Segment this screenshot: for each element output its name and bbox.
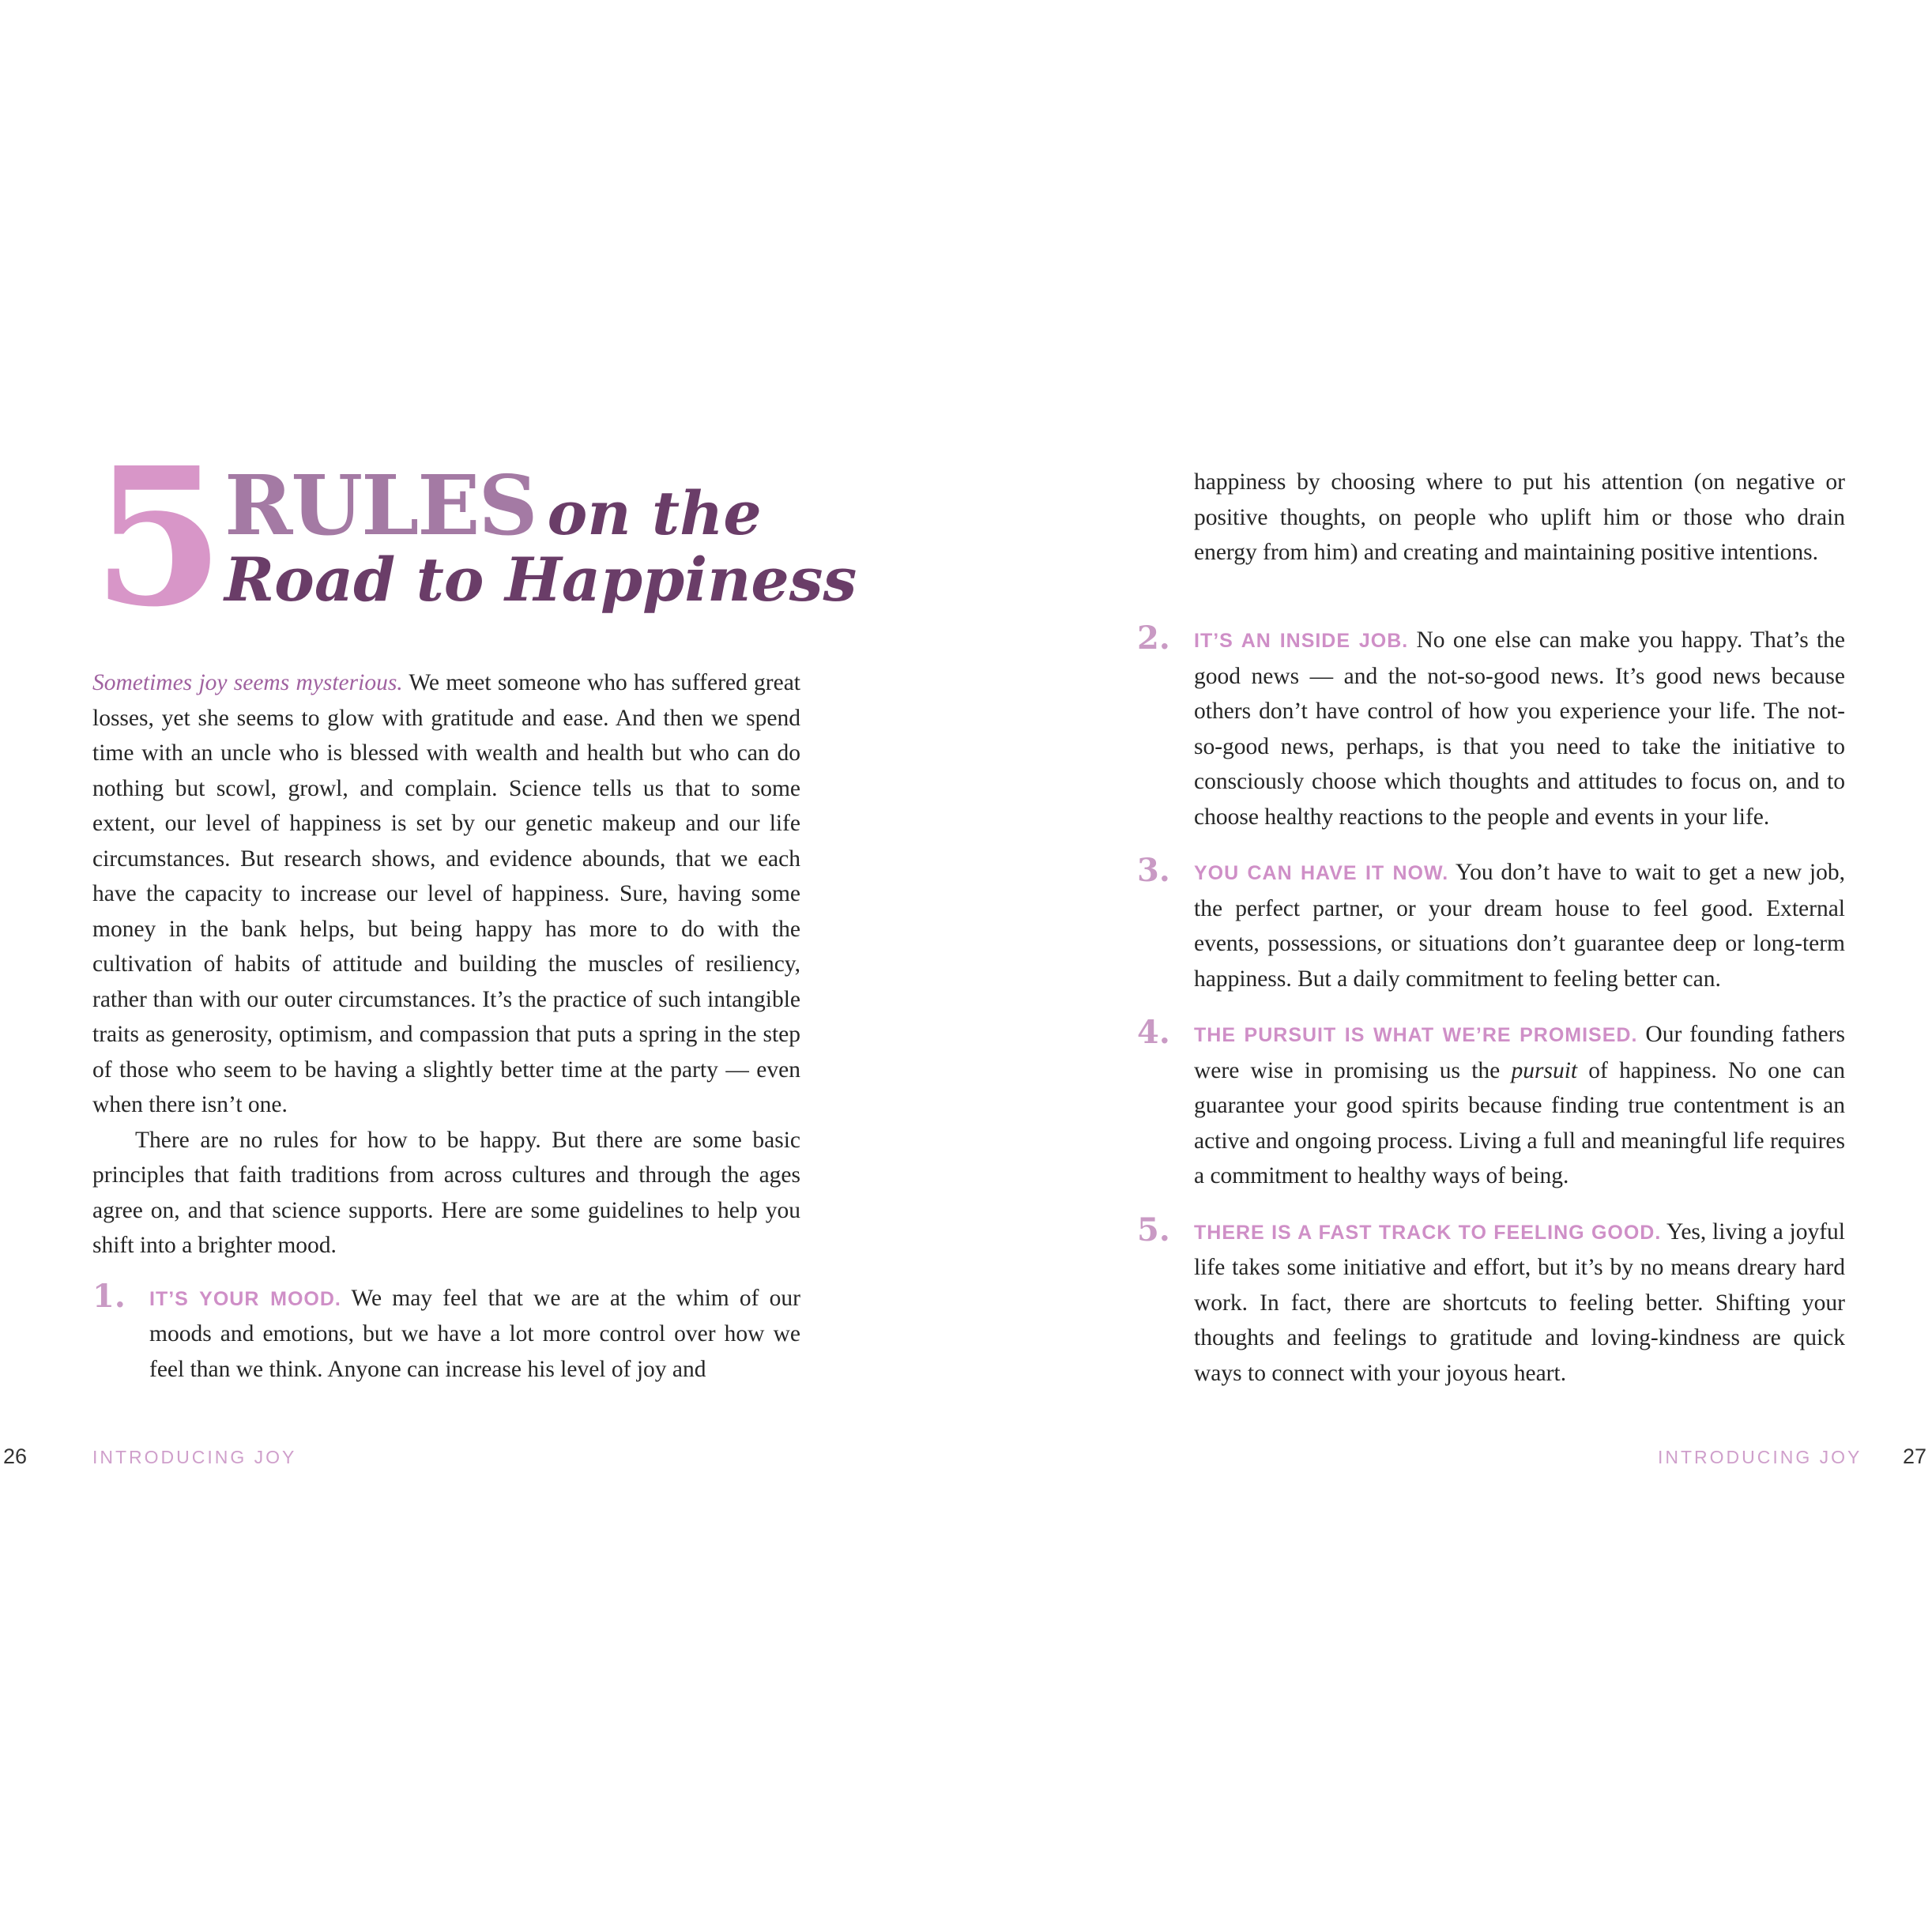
heading-on-the: on the [547, 478, 762, 548]
rule-text [1194, 1215, 1845, 1392]
page-number-left: 26 [3, 1444, 28, 1468]
heading-rules-word: RULES [224, 457, 537, 554]
rule-1-continued [1194, 465, 1845, 571]
left-body [92, 665, 800, 1387]
rule-item-5 [1137, 1211, 1845, 1392]
rule-number: 4. [1137, 1014, 1170, 1051]
heading-line-1 [224, 457, 762, 554]
rule-title: YOU CAN HAVE IT NOW. [1194, 862, 1449, 884]
rule-text [149, 1281, 800, 1388]
heading-number: 5 [92, 426, 224, 649]
running-head-left: INTRODUCING JOY [92, 1447, 297, 1467]
rule-body-emphasis: pursuit [1511, 1057, 1578, 1083]
intro-paragraph-1 [92, 665, 800, 1123]
intro-paragraph-2: There are no rules for how to be happy. But there are some basic principles that faith traditions from across cultures and through the ages agree on, and that science supports. Here are some guidelines to help you shift into a brighter mood. [92, 1127, 800, 1258]
rule-continued-text: happiness by choosing where to put his attention (on negative or positive thoughts, on people who uplift him or those who drain energy from him) and creating and maintaining positive intentions. [1194, 469, 1845, 565]
rule-text [1194, 623, 1845, 834]
rule-body: Yes, living a joyful life takes some initiative and effort, but it’s by no means dreary hard work. In fact, there are shortcuts to feeling better. Shifting your thoughts and feelings to gratitude and loving-kindness are quick ways to connect with your joyous heart. [1194, 1218, 1845, 1386]
rule-body: You don’t have to wait to get a new job, the perfect partner, or your dream house to feel good. External events, possessions, or situations don’t guarantee deep or long-term happiness. But a daily commitment to feeling better can. [1194, 860, 1845, 992]
heading-line-2: Road to Happiness [224, 544, 857, 615]
rule-item-1 [92, 1277, 800, 1388]
rule-body: No one else can make you happy. That’s the good news — and the not-so-good news. It’s good news because others don’t have control of how you experience your life. The not-so-good news, perhaps, is that you need to take the initiative to consciously choose which thoughts and attitudes to focus on, and to choose healthy reactions to the people and events in your life. [1194, 627, 1845, 830]
rule-title: IT’S AN INSIDE JOB. [1194, 630, 1409, 652]
rule-body: We may feel that we are at the whim of our moods and emotions, but we have a lot more control over how we feel than we think. Anyone can increase his level of joy and [149, 1285, 800, 1382]
rule-title: IT’S YOUR MOOD. [149, 1287, 341, 1310]
intro-lead: Sometimes joy seems mysterious. [92, 670, 403, 695]
rule-item-2 [1137, 620, 1845, 834]
rule-text [1194, 1017, 1845, 1194]
rule-title: THE PURSUIT IS WHAT WE’RE PROMISED. [1194, 1024, 1638, 1046]
running-head-right: INTRODUCING JOY [1658, 1447, 1862, 1467]
rule-number: 5. [1137, 1211, 1170, 1248]
intro-p1-text: We meet someone who has suffered great losses, yet she seems to glow with gratitude and ease. And then we spend time with an uncle who is blessed with wealth and health but who can do nothing but scowl, growl, and complain. Science tells us that to some extent, our level of happiness is set by our genetic makeup and our life circumstances. But research shows, and evidence abounds, that we each have the capacity to increase our level of happiness. Sure, having some money in the bank helps, but being happy has more to do with the cultivation of habits of attitude and building the muscles of resiliency, rather than with our outer circumstances. It’s the practice of such intangible traits as generosity, optimism, and compassion that puts a spring in the step of those who seem to be having a slightly better time at the party — even when there isn’t one. [92, 670, 800, 1117]
rule-body-after: of happiness. No one can guarantee your good spirits because finding true contentment is an active and ongoing process. Living a full and meaningful life requires a commitment to healthy ways of being. [1194, 1057, 1845, 1188]
rule-text [1194, 855, 1845, 996]
rule-title: THERE IS A FAST TRACK TO FEELING GOOD. [1194, 1221, 1662, 1244]
rule-number: 2. [1137, 620, 1170, 657]
rule-item-3 [1137, 852, 1845, 996]
rule-item-4 [1137, 1014, 1845, 1194]
rule-number: 3. [1137, 852, 1170, 889]
page-number-right: 27 [1903, 1444, 1927, 1468]
rules-list-right [1137, 620, 1845, 1411]
rule-body-before: Our founding fathers were wise in promising us the [1194, 1022, 1845, 1083]
right-page [966, 0, 1932, 1932]
rule-number: 1. [92, 1277, 126, 1315]
chapter-heading [92, 426, 857, 649]
